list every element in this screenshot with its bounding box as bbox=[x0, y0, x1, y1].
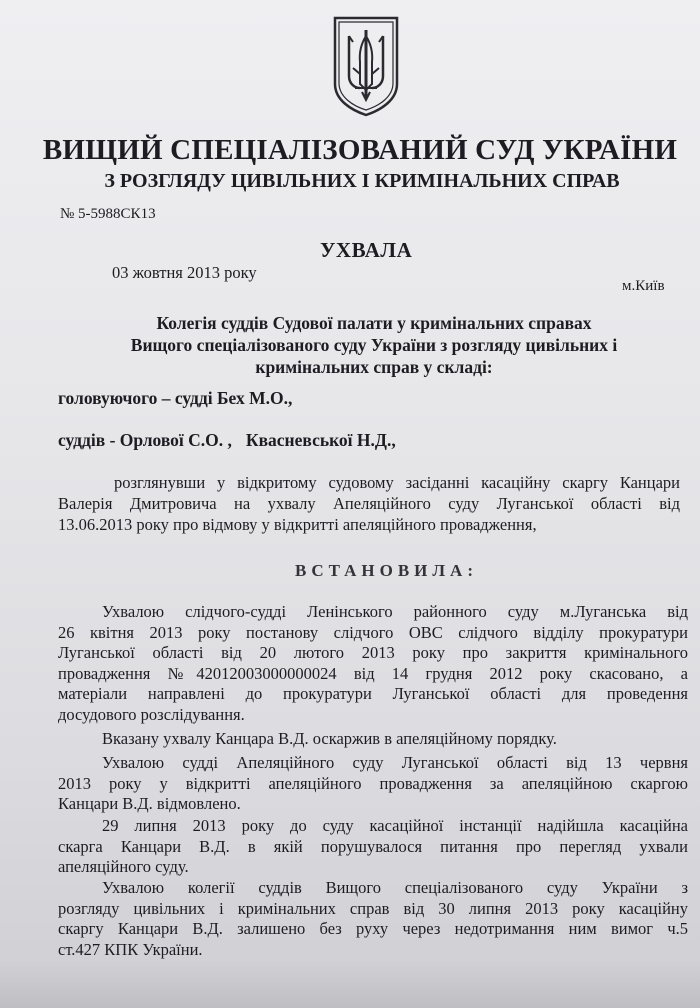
panel-line: кримінальних справ у складі: bbox=[255, 357, 493, 377]
paragraph-line: 29 липня 2013 року до суду касаційної інстанції надійшла касаційна bbox=[102, 816, 688, 835]
panel-line: Колегія суддів Судової палати у кримінальних справах bbox=[156, 313, 592, 333]
paragraph-line: скарга Канцари В.Д. в якій порушувалося питання про перегляд ухвали bbox=[58, 836, 688, 856]
paragraph-line: Вказану ухвалу Канцара В.Д. оскаржив в апеляційному порядку. bbox=[102, 729, 557, 748]
paragraph-line: скаргу Канцари В.Д. залишено без руху через недотримання ним вимог ч.5 bbox=[58, 919, 688, 939]
paragraph-line: ст.427 КПК України. bbox=[58, 939, 203, 959]
intro-line: Валерія Дмитровича на ухвалу Апеляційного суду Луганської області від bbox=[58, 494, 680, 513]
document-date: 03 жовтня 2013 року bbox=[112, 263, 257, 282]
established-heading: ВСТАНОВИЛА: bbox=[295, 561, 478, 580]
panel-line: Вищого спеціалізованого суду України з розгляду цивільних і bbox=[130, 335, 618, 355]
paragraph-line: матеріали направлені до прокуратури Луганської області для проведення bbox=[58, 684, 688, 704]
paragraph-2 bbox=[58, 729, 688, 750]
document-title: УХВАЛА bbox=[320, 238, 413, 262]
page-bottom-shadow bbox=[0, 960, 700, 1008]
presiding-judge: головуючого – судді Бех М.О., bbox=[58, 388, 293, 408]
coat-of-arms-emblem bbox=[331, 14, 401, 118]
paragraph-5 bbox=[58, 878, 688, 960]
court-name: ВИЩИЙ СПЕЦІАЛІЗОВАНИЙ СУД УКРАЇНИ bbox=[42, 134, 678, 166]
paragraph-line: Ухвалою судді Апеляційного суду Луганської області від 13 червня bbox=[102, 753, 688, 772]
paragraph-1 bbox=[58, 602, 688, 726]
paragraph-line: досудового розслідування. bbox=[58, 704, 245, 724]
paragraph-line: 26 квітня 2013 року постанову слідчого ОВС слідчого відділу прокуратури bbox=[58, 622, 688, 642]
panel-judges bbox=[58, 430, 396, 451]
intro-paragraph bbox=[58, 472, 680, 535]
panel-composition bbox=[98, 312, 650, 378]
paragraph-3 bbox=[58, 753, 688, 815]
intro-line: 13.06.2013 року про відмову у відкритті апеляційного провадження, bbox=[58, 515, 537, 534]
document-city: м.Київ bbox=[622, 278, 665, 294]
paragraph-line: провадження №42012003000000024 від 14 грудня 2012 року скасовано, а bbox=[58, 663, 688, 683]
paragraph-4 bbox=[58, 816, 688, 878]
court-subtitle: З РОЗГЛЯДУ ЦИВІЛЬНИХ І КРИМІНАЛЬНИХ СПРАВ bbox=[104, 170, 620, 192]
case-number: № 5-5988СК13 bbox=[60, 206, 156, 222]
paragraph-line: Ухвалою колегії суддів Вищого спеціалізованого суду України з bbox=[102, 878, 688, 897]
paragraph-line: апеляційного суду. bbox=[58, 857, 189, 877]
paragraph-line: Ухвалою слідчого-судді Ленінського районного суду м.Луганська від bbox=[102, 602, 688, 621]
paragraph-line: розгляду цивільних і кримінальних справ від 30 липня 2013 року касаційну bbox=[58, 898, 688, 918]
judge-second: Квасневської Н.Д., bbox=[245, 430, 396, 450]
paragraph-line: Луганської області від 20 лютого 2013 року про закриття кримінального bbox=[58, 643, 688, 663]
paragraph-line: 2013 року у відкритті апеляційного провадження за апеляційною скаргою bbox=[58, 773, 688, 793]
judges-label: суддів - Орлової С.О. , bbox=[58, 430, 232, 450]
intro-line: розглянувши у відкритому судовому засіданні касаційну скаргу Канцари bbox=[114, 473, 680, 492]
paragraph-line: Канцари В.Д. відмовлено. bbox=[58, 794, 241, 814]
